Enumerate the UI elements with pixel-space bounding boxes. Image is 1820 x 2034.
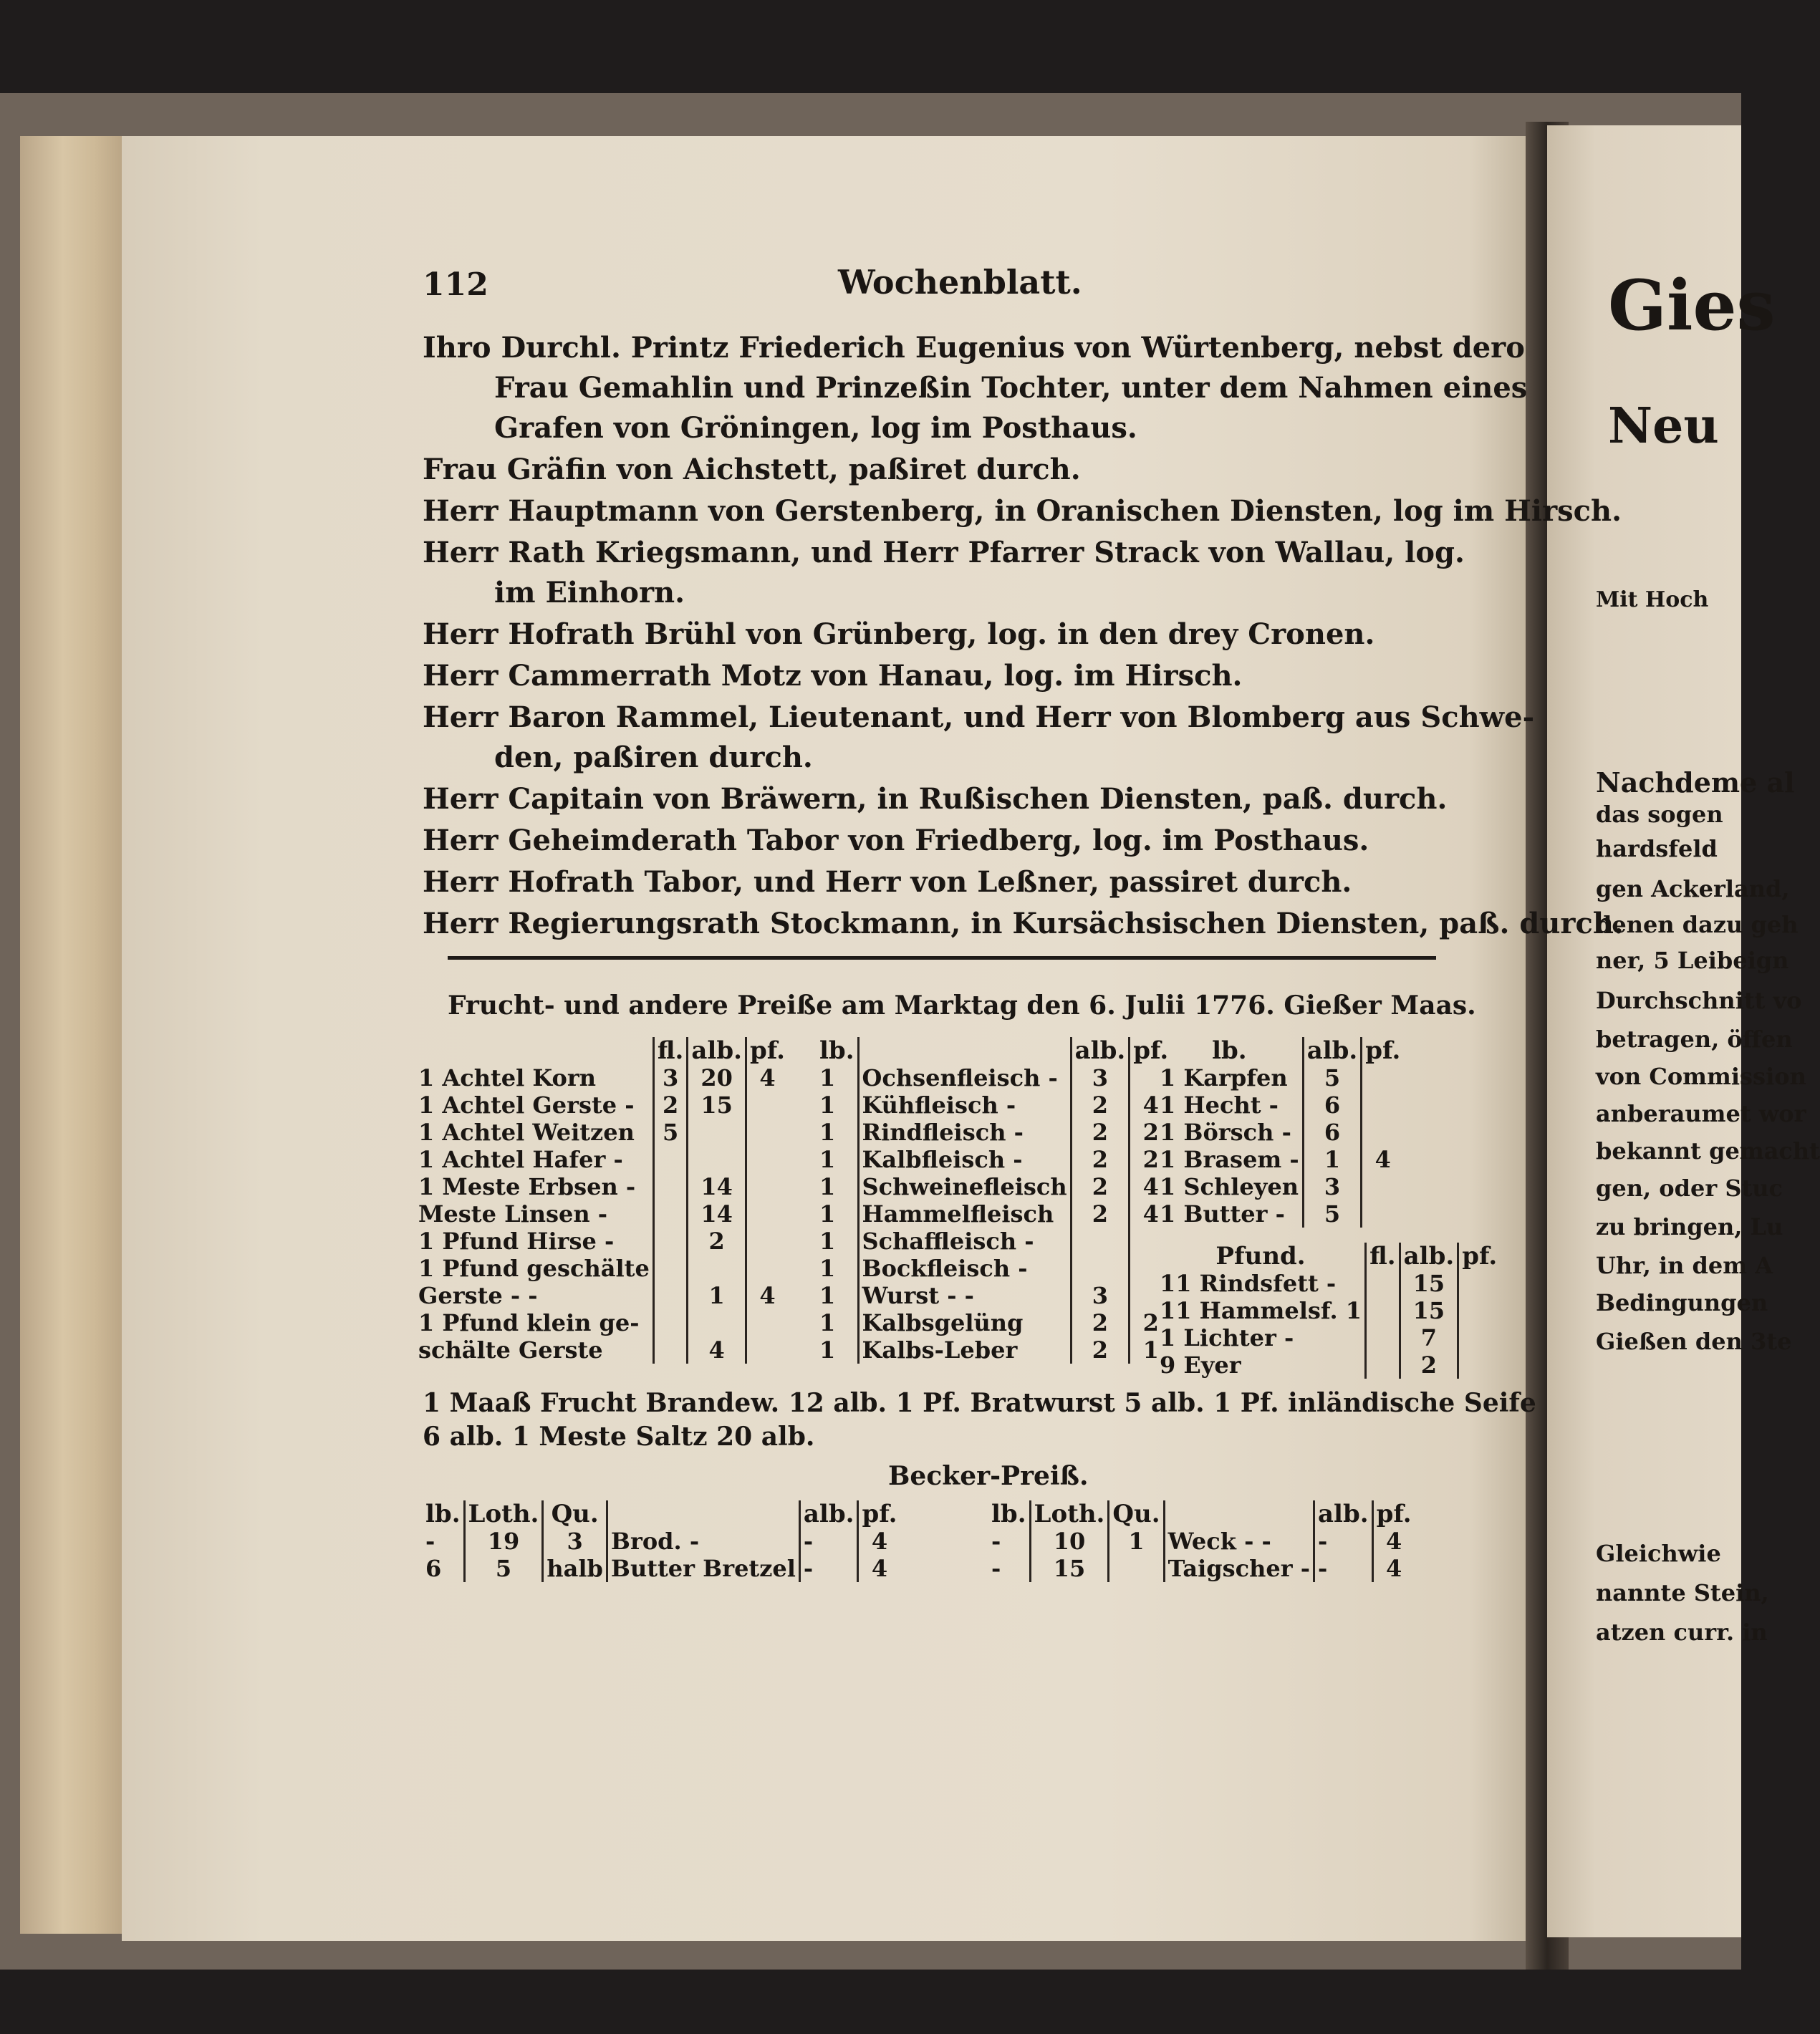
table-cell: 1	[819, 1064, 836, 1091]
table-cell: 9 Eyer	[1160, 1351, 1241, 1379]
column-header	[415, 1037, 653, 1064]
table-cell	[746, 1173, 788, 1200]
table-row	[1157, 1324, 1500, 1351]
table-cell: 5	[653, 1119, 688, 1146]
table-cell: 1	[1303, 1146, 1362, 1173]
facing-page-line: gen, oder Stuc	[1596, 1175, 1783, 1202]
table-cell: 2	[1071, 1146, 1130, 1173]
table-cell	[746, 1255, 788, 1282]
facing-page-line: anberaumet wor	[1596, 1100, 1806, 1127]
table-cell: 4	[746, 1282, 788, 1309]
table-row	[988, 1528, 1415, 1555]
facing-page-line: bekannt gemacht	[1596, 1137, 1820, 1165]
table-cell: Ochsenfleisch -	[858, 1064, 1071, 1091]
table-cell: 3	[1303, 1173, 1362, 1200]
table-cell: 20	[688, 1064, 746, 1091]
table-cell: Brod. -	[607, 1528, 799, 1555]
facing-page-line: betragen, öffen	[1596, 1026, 1793, 1053]
baker-table-right	[988, 1500, 1415, 1582]
facing-page-line: Uhr, in dem A	[1596, 1252, 1773, 1279]
table-cell: Meste Linsen -	[418, 1200, 608, 1228]
table-row	[1157, 1200, 1403, 1228]
table-cell: 1 Meste Erbsen -	[418, 1173, 636, 1200]
table-row	[415, 1091, 788, 1119]
table-cell: 11 Rindsfett -	[1160, 1270, 1337, 1297]
table-cell	[1362, 1064, 1404, 1091]
table-cell: 1	[819, 1336, 836, 1364]
table-cell: 4	[858, 1528, 900, 1555]
column-header: Qu.	[1109, 1500, 1164, 1528]
table-cell: 4	[1130, 1200, 1172, 1228]
table-cell	[1362, 1173, 1404, 1200]
facing-page-line: Durchschnitt vo	[1596, 987, 1802, 1014]
table-cell: Kalbfleisch -	[858, 1146, 1071, 1173]
table-row	[1157, 1091, 1403, 1119]
table-cell: 14	[688, 1173, 746, 1200]
table-cell	[1458, 1324, 1501, 1351]
table-cell	[746, 1228, 788, 1255]
facing-page-line: Gleichwie	[1596, 1540, 1721, 1567]
column-header: pf.	[858, 1500, 900, 1528]
table-cell: 1	[819, 1091, 836, 1119]
arrival-entry	[423, 450, 1081, 490]
table-cell	[653, 1200, 688, 1228]
table-cell	[746, 1119, 788, 1146]
table-cell: 1	[819, 1200, 836, 1228]
table-row	[1157, 1119, 1403, 1146]
column-header: fl.	[653, 1037, 688, 1064]
arrival-line: Ihro Durchl. Printz Friederich Eugenius von Würtenberg, nebst dero	[423, 331, 1525, 365]
table-cell: 1	[819, 1119, 836, 1146]
column-header: lb.	[425, 1500, 461, 1528]
page-number: 112	[423, 266, 488, 303]
table-cell: -	[1314, 1528, 1373, 1555]
facing-page-line: nannte Stein,	[1596, 1579, 1769, 1606]
column-header: pf.	[1372, 1500, 1415, 1528]
table-cell	[1362, 1200, 1404, 1228]
arrival-continuation: Frau Gemahlin und Prinzeßin Tochter, unter dem Nahmen eines	[494, 371, 1528, 405]
table-cell: 1 Pfund geschälte	[418, 1255, 650, 1282]
table-cell	[1366, 1297, 1400, 1324]
table-cell: 1	[819, 1255, 836, 1282]
table-cell: 1	[819, 1309, 836, 1336]
table-cell: 2	[688, 1228, 746, 1255]
arrival-entry	[423, 862, 1352, 902]
table-cell: 1 Karpfen	[1160, 1064, 1288, 1091]
table-cell: 1 Börsch -	[1160, 1119, 1291, 1146]
column-header: pf.	[1458, 1243, 1501, 1270]
column-header	[858, 1037, 1071, 1064]
arrival-line: Herr Hofrath Brühl von Grünberg, log. in den drey Cronen.	[423, 617, 1375, 651]
column-header: lb.	[1212, 1036, 1247, 1065]
table-cell	[653, 1228, 688, 1255]
table-cell: halb	[543, 1555, 607, 1582]
table-row	[817, 1336, 1171, 1364]
column-header: Qu.	[543, 1500, 607, 1528]
misc-price-table	[1157, 1243, 1500, 1379]
table-cell: 1 Brasem -	[1160, 1146, 1299, 1173]
facing-page-line: zu bringen, Lu	[1596, 1213, 1783, 1240]
table-cell: -	[425, 1528, 435, 1555]
arrival-entry	[423, 656, 1242, 696]
table-cell	[1071, 1255, 1130, 1282]
column-header: lb.	[991, 1500, 1026, 1528]
table-cell: Kalbs-Leber	[858, 1336, 1071, 1364]
fish-price-table	[1157, 1037, 1403, 1228]
table-cell: 5	[464, 1555, 543, 1582]
column-header	[607, 1500, 799, 1528]
table-cell: 15	[1030, 1555, 1109, 1582]
arrival-line: Herr Hofrath Tabor, und Herr von Leßner, passiret durch.	[423, 865, 1352, 899]
facing-page-line: gen Ackerland,	[1596, 875, 1790, 902]
table-cell: 1 Lichter -	[1160, 1324, 1294, 1351]
table-cell: Kalbsgelüng	[858, 1309, 1071, 1336]
table-cell	[746, 1146, 788, 1173]
column-header: pf.	[746, 1037, 788, 1064]
table-cell: 1	[819, 1228, 836, 1255]
table-cell: 1	[1109, 1528, 1164, 1555]
table-cell: 6	[1303, 1119, 1362, 1146]
page-title: Wochenblatt.	[838, 263, 1082, 302]
table-cell: 1	[688, 1282, 746, 1309]
table-row	[415, 1146, 788, 1173]
market-heading: Frucht- und andere Preiße am Marktag den 6. Julii 1776. Gießer Maas.	[448, 991, 1476, 1021]
table-cell	[688, 1119, 746, 1146]
column-header: alb.	[1071, 1037, 1130, 1064]
table-cell: 15	[1400, 1297, 1458, 1324]
column-header: Loth.	[464, 1500, 543, 1528]
facing-page-line: das sogen	[1596, 801, 1723, 828]
table-cell: 15	[688, 1091, 746, 1119]
arrival-line: Herr Hauptmann von Gerstenberg, in Oranischen Diensten, log im Hirsch.	[423, 494, 1622, 528]
table-cell: 1 Butter -	[1160, 1200, 1285, 1228]
arrival-line: Frau Gräfin von Aichstett, paßiret durch.	[423, 453, 1081, 486]
grain-price-table	[415, 1037, 788, 1364]
table-row	[423, 1528, 900, 1555]
table-cell: 2	[653, 1091, 688, 1119]
table-cell: Wurst - -	[858, 1282, 1071, 1309]
table-cell: 4	[1362, 1146, 1404, 1173]
table-row	[817, 1119, 1171, 1146]
baker-table-left	[423, 1500, 900, 1582]
arrival-continuation: im Einhorn.	[494, 576, 685, 609]
table-cell	[688, 1309, 746, 1336]
arrival-line: Herr Capitain von Bräwern, in Rußischen Diensten, paß. durch.	[423, 782, 1448, 816]
table-row	[817, 1255, 1171, 1282]
table-cell: 1 Pfund klein ge-	[418, 1309, 640, 1336]
arrival-line: Herr Cammerrath Motz von Hanau, log. im Hirsch.	[423, 659, 1243, 693]
table-cell: -	[799, 1528, 858, 1555]
table-cell: 3	[543, 1528, 607, 1555]
table-cell: 1 Achtel Gerste -	[418, 1091, 635, 1119]
table-cell	[746, 1309, 788, 1336]
table-cell: 19	[464, 1528, 543, 1555]
meat-price-table	[817, 1037, 1171, 1364]
arrival-entry	[423, 698, 1534, 778]
table-row	[817, 1064, 1171, 1091]
table-cell	[1109, 1555, 1164, 1582]
table-cell: 3	[1071, 1282, 1130, 1309]
arrival-entry	[423, 533, 1465, 613]
facing-page-line: ner, 5 Leibeign	[1596, 947, 1789, 974]
table-row	[817, 1173, 1171, 1200]
facing-page-line: denen dazu geh	[1596, 911, 1799, 938]
table-cell: 6	[425, 1555, 442, 1582]
table-cell: -	[991, 1528, 1001, 1555]
table-cell	[1362, 1091, 1404, 1119]
table-cell: 2	[1130, 1309, 1172, 1336]
table-cell: Schweinefleisch	[858, 1173, 1071, 1200]
table-row	[1157, 1351, 1500, 1379]
arrival-entry	[423, 904, 1624, 944]
table-cell	[653, 1173, 688, 1200]
column-header: Pfund.	[1215, 1242, 1306, 1271]
table-cell: 1 Achtel Weitzen	[418, 1119, 635, 1146]
arrival-line: Herr Regierungsrath Stockmann, in Kursächsischen Diensten, paß. durch.	[423, 907, 1624, 940]
facing-page-line: Nachdeme al	[1596, 766, 1795, 799]
table-cell: 6	[1303, 1091, 1362, 1119]
table-cell: 5	[1303, 1200, 1362, 1228]
table-cell: 1 Schleyen	[1160, 1173, 1299, 1200]
facing-page-line: hardsfeld	[1596, 835, 1718, 862]
table-cell	[746, 1200, 788, 1228]
table-cell: -	[799, 1555, 858, 1582]
column-header: pf.	[1362, 1037, 1404, 1064]
table-cell: 2	[1071, 1200, 1130, 1228]
table-cell: Bockfleisch -	[858, 1255, 1071, 1282]
section-divider	[448, 956, 1436, 960]
table-cell: 4	[1130, 1091, 1172, 1119]
table-cell: 4	[746, 1064, 788, 1091]
table-cell: 2	[1071, 1119, 1130, 1146]
table-row	[1157, 1297, 1500, 1324]
page-edges	[20, 136, 127, 1934]
table-cell: Taigscher -	[1164, 1555, 1314, 1582]
facing-page-line: Mit Hoch	[1596, 587, 1709, 612]
table-cell: Hammelfleisch	[858, 1200, 1071, 1228]
column-header: lb.	[819, 1036, 854, 1065]
table-cell: 4	[1372, 1528, 1415, 1555]
table-cell: 2	[1400, 1351, 1458, 1379]
table-cell	[1458, 1351, 1501, 1379]
table-cell	[653, 1146, 688, 1173]
table-cell	[1362, 1119, 1404, 1146]
table-cell: Butter Bretzel	[607, 1555, 799, 1582]
arrival-entry	[423, 821, 1369, 861]
table-cell: 4	[688, 1336, 746, 1364]
facing-page-line: Neu	[1608, 397, 1719, 455]
column-header: pf.	[1130, 1037, 1172, 1064]
table-row	[817, 1091, 1171, 1119]
arrival-entry	[423, 614, 1374, 655]
table-cell: 1	[819, 1282, 836, 1309]
table-row	[415, 1064, 788, 1091]
table-row	[817, 1200, 1171, 1228]
table-cell: 4	[1130, 1173, 1172, 1200]
table-cell	[1366, 1270, 1400, 1297]
table-cell: -	[1314, 1555, 1373, 1582]
table-cell: 14	[688, 1200, 746, 1228]
table-cell: Rindfleisch -	[858, 1119, 1071, 1146]
table-cell: 2	[1130, 1146, 1172, 1173]
table-cell: 1 Hecht -	[1160, 1091, 1279, 1119]
table-cell: 4	[1372, 1555, 1415, 1582]
column-header: Loth.	[1030, 1500, 1109, 1528]
arrival-line: Herr Geheimderath Tabor von Friedberg, log. im Posthaus.	[423, 824, 1369, 857]
table-cell	[653, 1309, 688, 1336]
column-header	[1164, 1500, 1314, 1528]
arrival-line: Herr Baron Rammel, Lieutenant, und Herr von Blomberg aus Schwe-	[423, 700, 1535, 734]
table-row	[1157, 1146, 1403, 1173]
table-cell	[688, 1255, 746, 1282]
table-cell: Schaffleisch -	[858, 1228, 1071, 1255]
table-row	[817, 1228, 1171, 1255]
arrival-entry	[423, 491, 1622, 531]
column-header: alb.	[688, 1037, 746, 1064]
table-cell: 2	[1071, 1309, 1130, 1336]
table-cell: 15	[1400, 1270, 1458, 1297]
table-row	[817, 1282, 1171, 1309]
table-cell	[653, 1336, 688, 1364]
table-cell: 2	[1130, 1119, 1172, 1146]
table-row	[415, 1200, 788, 1228]
table-cell: 10	[1030, 1528, 1109, 1555]
table-cell	[1366, 1351, 1400, 1379]
column-header: alb.	[1400, 1243, 1458, 1270]
table-cell: Kühfleisch -	[858, 1091, 1071, 1119]
table-cell	[653, 1255, 688, 1282]
table-row	[415, 1119, 788, 1146]
table-row	[415, 1309, 788, 1336]
table-cell: 7	[1400, 1324, 1458, 1351]
table-row	[415, 1255, 788, 1282]
table-row	[1157, 1064, 1403, 1091]
table-row	[415, 1228, 788, 1255]
table-cell: 5	[1303, 1064, 1362, 1091]
column-header: alb.	[1314, 1500, 1373, 1528]
baker-heading: Becker-Preiß.	[888, 1461, 1089, 1491]
table-cell	[1458, 1270, 1501, 1297]
table-cell: 11 Hammelsf. 1	[1160, 1297, 1362, 1324]
column-header: alb.	[799, 1500, 858, 1528]
table-cell: 3	[653, 1064, 688, 1091]
column-header: alb.	[1303, 1037, 1362, 1064]
facing-page-line: Bedingungen	[1596, 1289, 1768, 1316]
table-cell	[1458, 1297, 1501, 1324]
market-tail-line-1: 1 Maaß Frucht Brandew. 12 alb. 1 Pf. Bratwurst 5 alb. 1 Pf. inländische Seife	[423, 1388, 1536, 1418]
arrival-entry	[423, 328, 1527, 448]
table-cell: 2	[1071, 1091, 1130, 1119]
arrival-entry	[423, 779, 1447, 819]
table-cell: 1 Achtel Hafer -	[418, 1146, 623, 1173]
table-cell: 1	[819, 1146, 836, 1173]
facing-page-line: atzen curr. in	[1596, 1619, 1768, 1646]
table-row	[988, 1555, 1415, 1582]
market-tail-line-2: 6 alb. 1 Meste Saltz 20 alb.	[423, 1422, 815, 1452]
arrival-continuation: den, paßiren durch.	[494, 741, 813, 774]
column-header: fl.	[1366, 1243, 1400, 1270]
table-cell: 3	[1071, 1064, 1130, 1091]
table-cell: 1	[819, 1173, 836, 1200]
table-cell	[688, 1146, 746, 1173]
facing-page-line: Gießen den 3te	[1596, 1328, 1792, 1355]
table-row	[415, 1336, 788, 1364]
table-cell	[653, 1282, 688, 1309]
facing-page-line: von Commission	[1596, 1063, 1806, 1090]
table-cell: schälte Gerste	[418, 1336, 603, 1364]
facing-page-line: Gies	[1608, 265, 1776, 346]
table-cell: Gerste - -	[418, 1282, 538, 1309]
table-row	[817, 1146, 1171, 1173]
arrival-continuation: Grafen von Gröningen, log im Posthaus.	[494, 411, 1137, 445]
table-cell: 1 Achtel Korn	[418, 1064, 596, 1091]
table-cell: 1	[1130, 1336, 1172, 1364]
table-row	[1157, 1270, 1500, 1297]
table-cell	[746, 1336, 788, 1364]
table-cell: 4	[858, 1555, 900, 1582]
table-row	[415, 1282, 788, 1309]
table-row	[817, 1309, 1171, 1336]
table-row	[1157, 1173, 1403, 1200]
table-cell: Weck - -	[1164, 1528, 1314, 1555]
table-cell: 2	[1071, 1173, 1130, 1200]
table-cell	[1071, 1228, 1130, 1255]
table-cell	[746, 1091, 788, 1119]
table-cell: -	[991, 1555, 1001, 1582]
table-cell: 1 Pfund Hirse -	[418, 1228, 615, 1255]
table-cell	[1366, 1324, 1400, 1351]
arrival-line: Herr Rath Kriegsmann, und Herr Pfarrer Strack von Wallau, log.	[423, 536, 1465, 569]
table-row	[415, 1173, 788, 1200]
table-row	[423, 1555, 900, 1582]
table-cell: 2	[1071, 1336, 1130, 1364]
